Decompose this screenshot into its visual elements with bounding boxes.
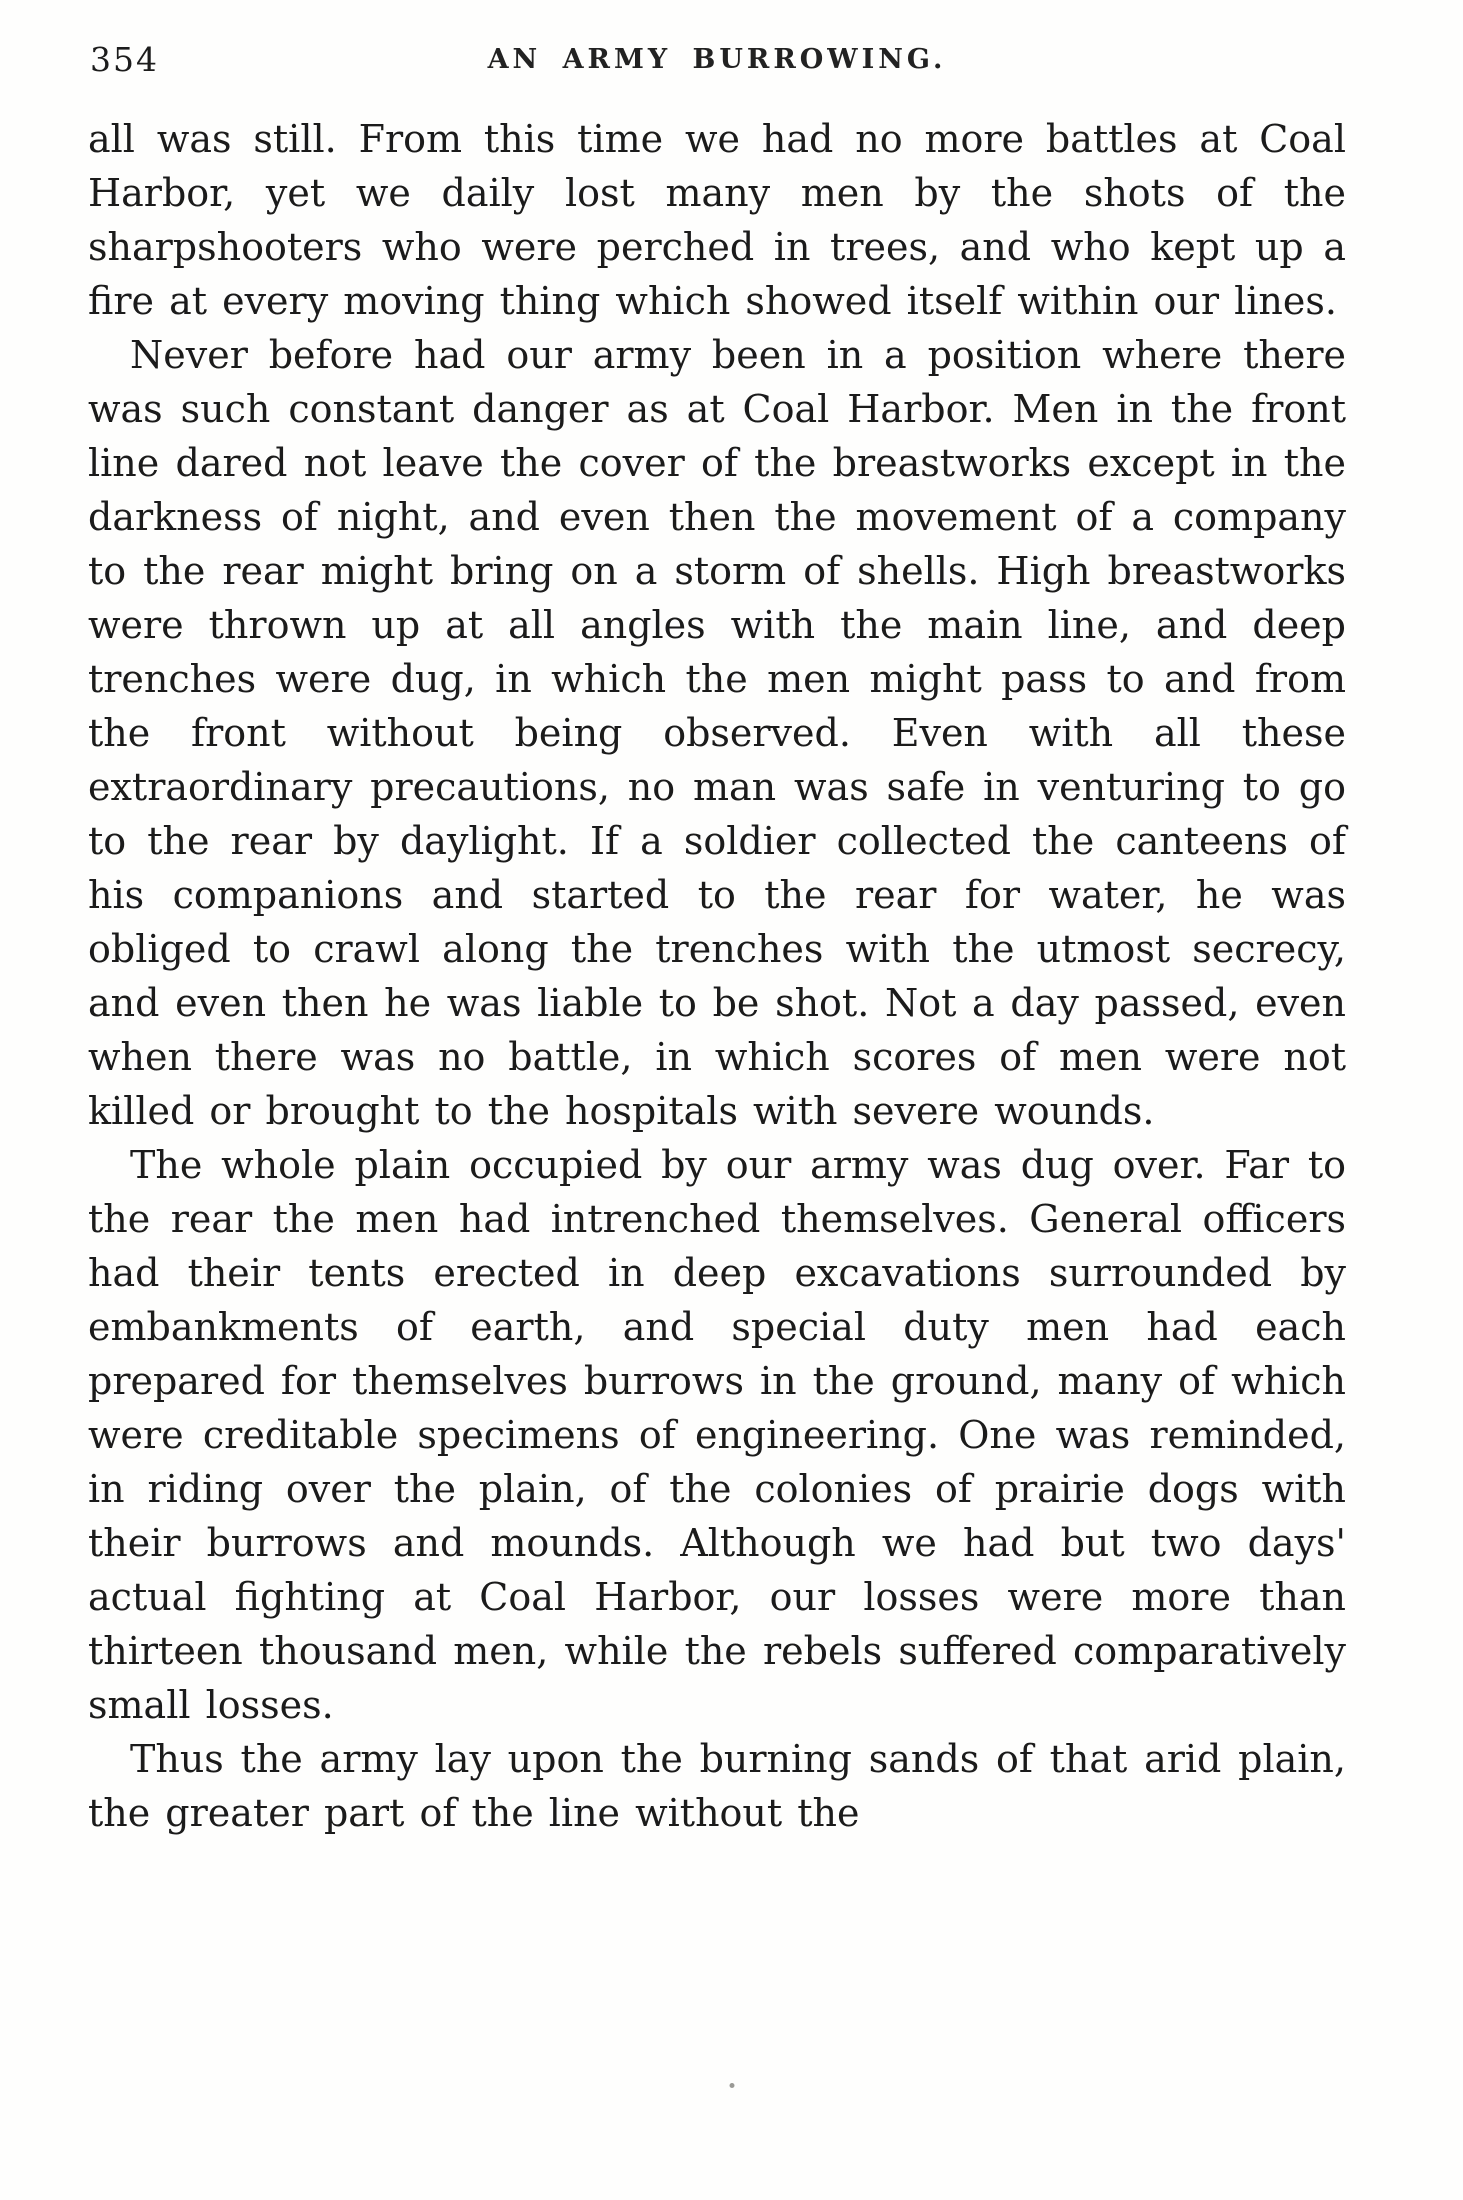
page-header xyxy=(88,40,1346,86)
printers-mark xyxy=(729,2083,734,2088)
text-block xyxy=(88,40,1346,1840)
paragraph: Thus the army lay upon the burning sands of that arid plain, the greater part of the line without the xyxy=(88,1737,1346,1835)
page-body xyxy=(88,112,1346,1840)
paragraph-continuation: all was still. From this time we had no more battles at Coal Harbor, yet we daily lost many men by the shots of the sharpshooters who were perched in trees, and who kept up a fire at every moving thing which showed itself within our lines. xyxy=(88,117,1346,323)
paragraph: Never before had our army been in a position where there was such constant danger as at Coal Harbor. Men in the front line dared not leave the cover of the breastworks except in the darkness of night, and even then the movement of a company to the rear might bring on a storm of shells. High breastworks were thrown up at all angles with the main line, and deep trenches were dug, in which the men might pass to and from the front without being observed. Even with all these extraordinary precautions, no man was safe in venturing to go to the rear by daylight. If a soldier collected the canteens of his companions and started to the rear for water, he was obliged to crawl along the trenches with the utmost secrecy, and even then he was liable to be shot. Not a day passed, even when there was no battle, in which scores of men were not killed or brought to the hospitals with severe wounds. xyxy=(88,333,1346,1133)
paragraph: The whole plain occupied by our army was dug over. Far to the rear the men had intrenched themselves. General officers had their tents erected in deep excavations surrounded by embankments of earth, and special duty men had each prepared for themselves burrows in the ground, many of which were creditable specimens of engineering. One was reminded, in riding over the plain, of the colonies of prairie dogs with their burrows and mounds. Although we had but two days' actual fighting at Coal Harbor, our losses were more than thirteen thousand men, while the rebels suffered comparatively small losses. xyxy=(88,1143,1346,1727)
running-title: AN ARMY BURROWING. xyxy=(487,44,947,75)
page-number: 354 xyxy=(90,40,159,79)
